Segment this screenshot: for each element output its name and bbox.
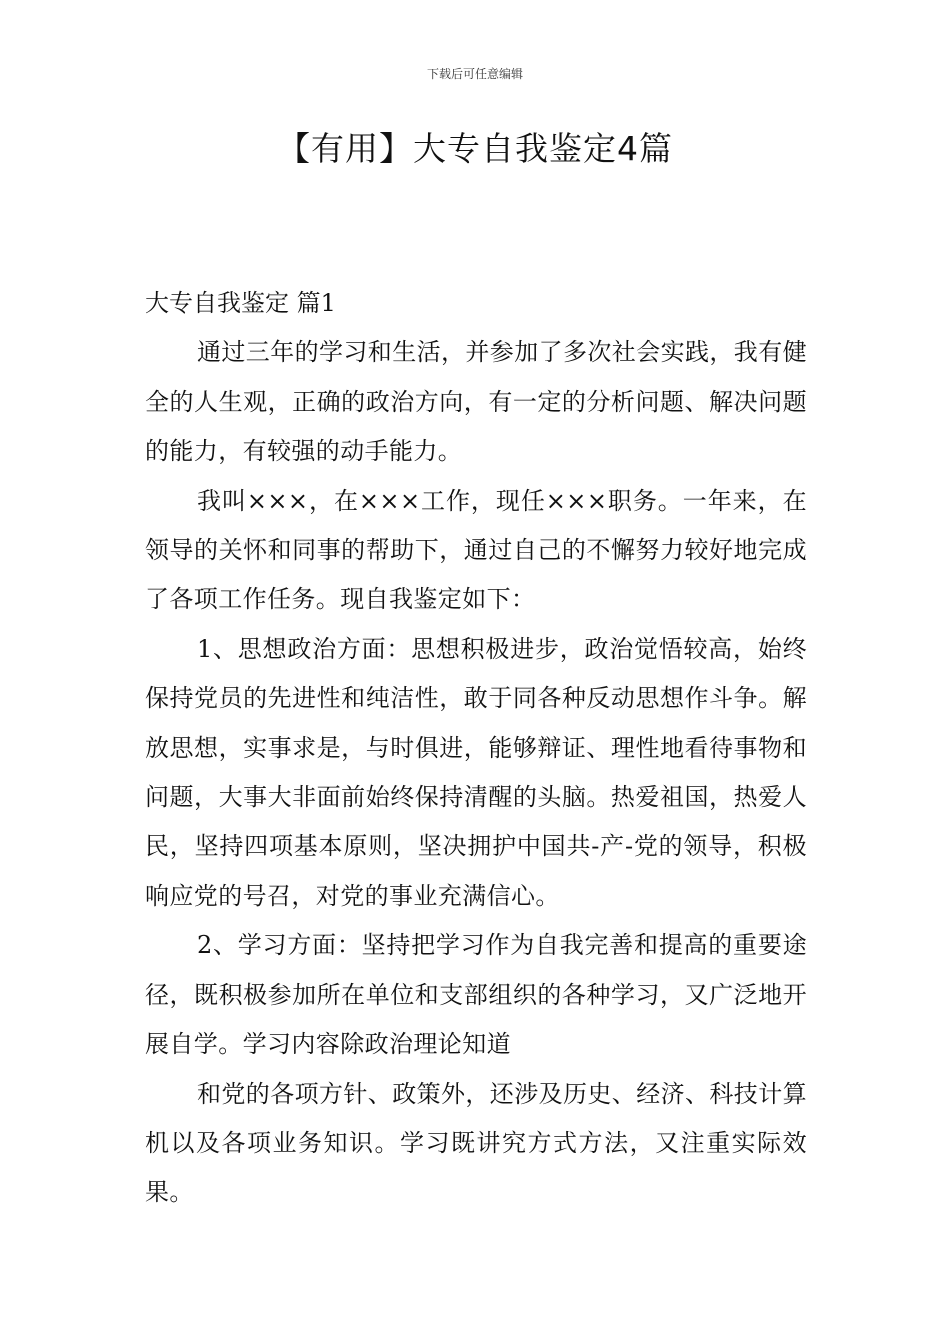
paragraph-study-continued: 和党的各项方针、政策外，还涉及历史、经济、科技计算机以及各项业务知识。学习既讲究方式方法，又注重实际效果。 — [145, 1079, 807, 1207]
paragraph-study: 2、学习方面：坚持把学习作为自我完善和提高的重要途径，既积极参加所在单位和支部组织的各种学习，又广泛地开展自学。学习内容除政治理论知道 — [145, 931, 807, 1059]
header-note: 下载后可任意编辑 — [426, 67, 523, 81]
document-title: 【有用】大专自我鉴定4篇 — [277, 129, 673, 168]
section-heading: 大专自我鉴定 篇1 — [145, 289, 336, 317]
paragraph-self-introduction: 我叫×××，在×××工作，现任×××职务。一年来，在领导的关怀和同事的帮助下，通过自己的不懈努力较好地完成了各项工作任务。现自我鉴定如下： — [145, 486, 807, 614]
paragraph-political-thought: 1、思想政治方面：思想积极进步，政治觉悟较高，始终保持党员的先进性和纯洁性，敢于同各种反动思想作斗争。解放思想，实事求是，与时俱进，能够辩证、理性地看待事物和问题，大事大非面前始终保持清醒的头脑。热爱祖国，热爱人民，坚持四项基本原则，坚决拥护中国共-产-党的领导，积极响应党的号召，对党的事业充满信心。 — [145, 634, 807, 910]
document-body — [145, 279, 807, 1218]
paragraph-intro: 通过三年的学习和生活，并参加了多次社会实践，我有健全的人生观，正确的政治方向，有一定的分析问题、解决问题的能力，有较强的动手能力。 — [145, 338, 807, 466]
